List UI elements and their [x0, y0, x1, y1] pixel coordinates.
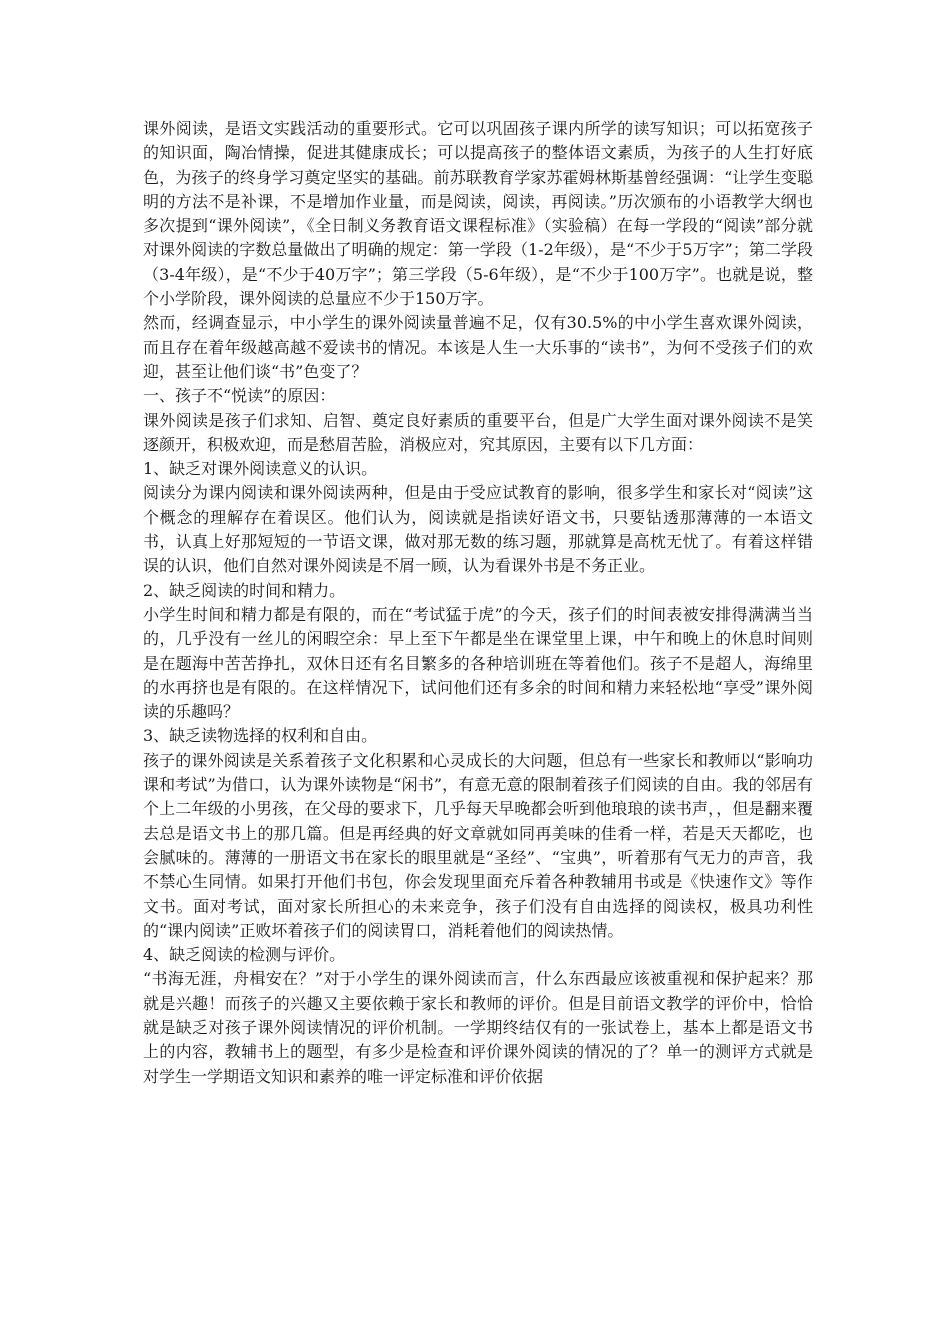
reason-paragraph-3: 孩子的课外阅读是关系着孩子文化积累和心灵成长的大问题，但总有一些家长和教师以“影响功课和考试”为借口，认为课外读物是“闲书”，有意无意的限制着孩子们阅读的自由。我的邻居有个上二年级的小男孩，在父母的要求下，几乎每天早晚都会听到他琅琅的读书声，，但是翻来覆去总是语文书上的那几篇。但是再经典的好文章就如同再美味的佳肴一样，若是天天都吃，也会腻味的。薄薄的一册语文书在家长的眼里就是“圣经”、“宝典”，听着那有气无力的声音，我不禁心生同情。如果打开他们书包，你会发现里面充斥着各种教辅用书或是《快速作文》等作文书。面对考试，面对家长所担心的未来竞争，孩子们没有自由选择的阅读权，极具功利性的“课内阅读”正败坏着孩子们的阅读胃口，消耗着他们的阅读热情。: [143, 750, 813, 940]
reason-paragraph-4: “书海无涯，舟楫安在？”对于小学生的课外阅读而言，什么东西最应该被重视和保护起来？那就是兴趣！而孩子的兴趣又主要依赖于家长和教师的评价。但是目前语文教学的评价中，恰恰就是缺乏对孩子课外阅读情况的评价机制。一学期终结仅有的一张试卷上，基本上都是语文书上的内容，教辅书上的题型，有多少是检查和评价课外阅读的情况的了？单一的测评方式就是对学生一学期语文知识和素养的唯一评定标准和评价依据: [143, 969, 813, 1086]
reason-paragraph-1: 阅读分为课内阅读和课外阅读两种，但是由于受应试教育的影响，很多学生和家长对“阅读”这个概念的理解存在着误区。他们认为，阅读就是指读好语文书，只要钻透那薄薄的一本语文书，认真上好那短短的一节语文课，做对那无数的练习题，那就算是高枕无忧了。有着这样错误的认识，他们自然对课外阅读是不屑一顾，认为看课外书是不务正业。: [143, 483, 813, 576]
paragraph-survey: 然而，经调查显示，中小学生的课外阅读量普遍不足，仅有30.5%的中小学生喜欢课外阅读，而且存在着年级越高越不爱读书的情况。本该是人生一大乐事的“读书”，为何不受孩子们的欢迎，甚至让他们谈“书”色变了？: [143, 313, 813, 381]
document-body: [143, 117, 813, 1089]
paragraph-intro: 课外阅读，是语文实践活动的重要形式。它可以巩固孩子课内所学的读写知识；可以拓宽孩子的知识面，陶冶情操，促进其健康成长；可以提高孩子的整体语文素质，为孩子的人生打好底色，为孩子的终身学习奠定坚实的基础。前苏联教育学家苏霍姆林斯基曾经强调：“让学生变聪明的方法不是补课，不是增加作业量，而是阅读，阅读，再阅读。”历次颁布的小语教学大纲也多次提到“课外阅读”，《全日制义务教育语文课程标准》（实验稿）在每一学段的“阅读”部分就对课外阅读的字数总量做出了明确的规定：第一学段（1-2年级），是“不少于5万字”；第二学段（3-4年级），是“不少于40万字”；第三学段（5-6年级），是“不少于100万字”。也就是说，整个小学阶段，课外阅读的总量应不少于150万字。: [143, 119, 813, 309]
reason-heading-4: 4、缺乏阅读的检测与评价。: [143, 945, 346, 965]
section-heading: 一、孩子不“悦读”的原因：: [143, 386, 336, 406]
reason-heading-3: 3、缺乏读物选择的权利和自由。: [143, 726, 378, 746]
reason-heading-2: 2、缺乏阅读的时间和精力。: [143, 580, 346, 600]
reason-heading-1: 1、缺乏对课外阅读意义的认识。: [143, 459, 378, 479]
paragraph-reasons-intro: 课外阅读是孩子们求知、启智、奠定良好素质的重要平台，但是广大学生面对课外阅读不是笑逐颜开，积极欢迎，而是愁眉苦脸，消极应对，究其原因，主要有以下几方面：: [143, 410, 813, 454]
reason-paragraph-2: 小学生时间和精力都是有限的，而在“考试猛于虎”的今天，孩子们的时间表被安排得满满当当的，几乎没有一丝儿的闲暇空余：早上至下午都是坐在课堂里上课，中午和晚上的休息时间则是在题海中苦苦挣扎，双休日还有名目繁多的各种培训班在等着他们。孩子不是超人，海绵里的水再挤也是有限的。在这样情况下，试问他们还有多余的时间和精力来轻松地“享受”课外阅读的乐趣吗？: [143, 604, 813, 722]
